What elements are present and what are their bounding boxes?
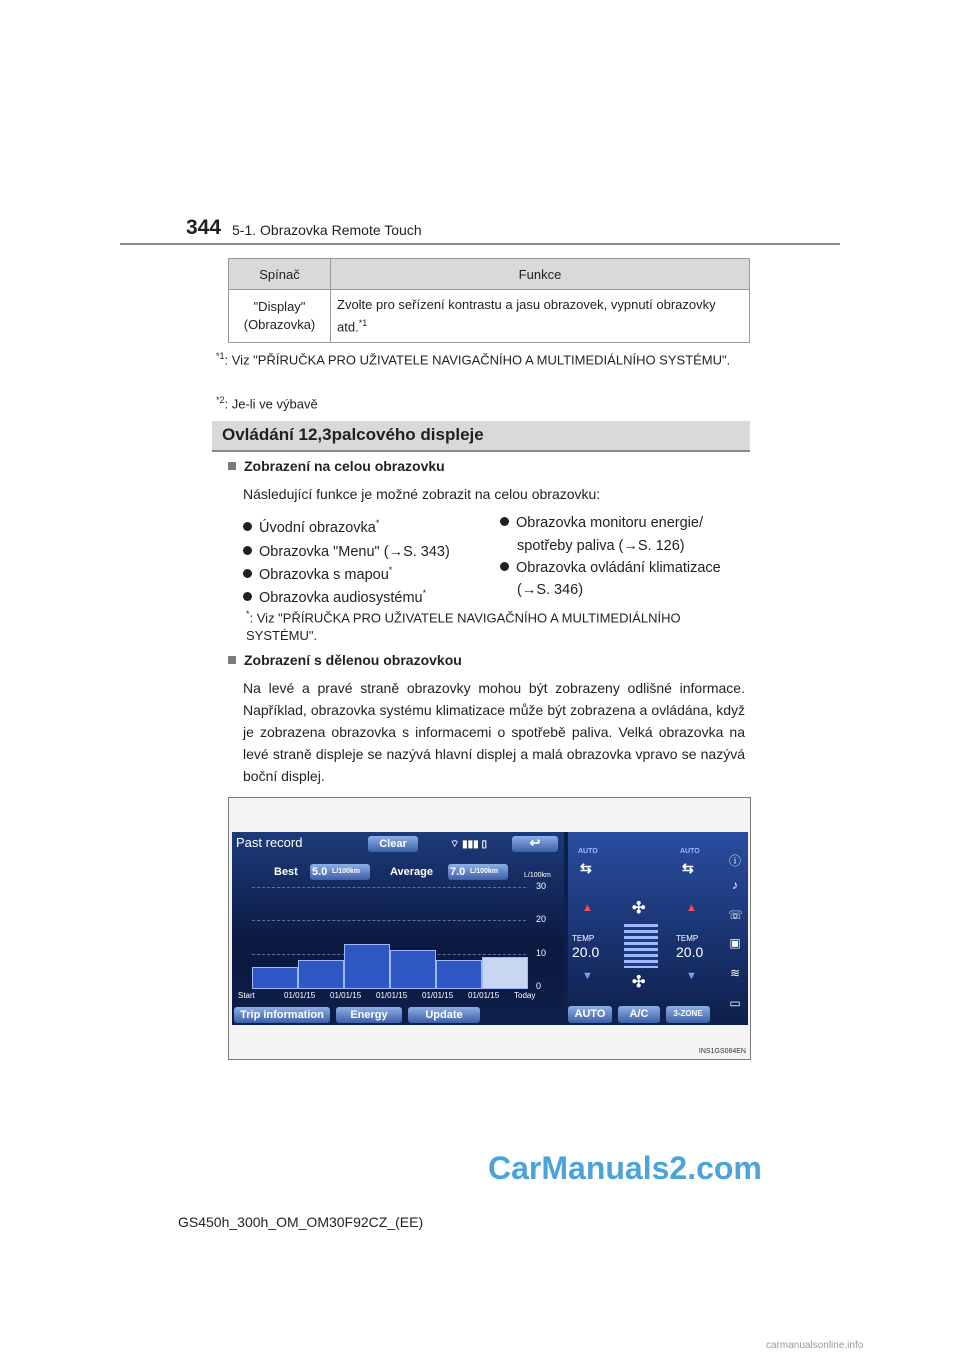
temp-up-right-icon[interactable]: ▲ [686,902,697,914]
temp-right-value: 20.0 [676,944,704,960]
status-icons: ⌔ ▮▮▮ ▯ [450,839,487,850]
image-icon[interactable]: ▣ [729,936,741,950]
bullet-icon [243,569,252,578]
fan-direction-right-icon: ⇆ [682,860,694,876]
subheading-fullscreen [228,458,445,474]
temp-down-right-icon[interactable]: ▼ [686,970,697,982]
table-header-switch: Spínač [229,259,331,290]
tab-label: Energy [350,1009,388,1021]
best-label: Best [274,866,298,878]
list-item [243,513,379,538]
chart-bar [344,944,390,989]
function-text: Zvolte pro seřízení kontrastu a jasu obrazovek, vypnutí obrazovky atd. [337,297,716,335]
x-tick-label: 01/01/15 [422,991,454,1000]
footnote-mark: *1 [358,318,368,328]
subheading-split [228,652,462,668]
fan-icon: ✣ [632,974,646,991]
main-display [232,832,564,1025]
bullet-icon [243,592,252,601]
split-heading: Zobrazení s dělenou obrazovkou [244,652,462,668]
temp-left-label: TEMP [572,934,595,943]
x-tick-label: Start [238,991,255,1000]
section-header-bar [212,421,750,452]
list-item-continuation: (→S. 346) [517,582,584,598]
list-item [500,513,703,533]
bullet-icon [243,522,252,531]
fullscreen-footnote-text: : Viz "PŘÍRUČKA PRO UŽIVATELE NAVIGAČNÍHO A MULTIMEDIÁLNÍHO SYSTÉMU". [246,610,681,644]
bullet-icon [243,546,252,555]
footnote-mark: * [388,565,393,575]
grid-line [252,920,526,921]
footnote-mark: * [422,588,427,598]
fan-speed-slider[interactable] [624,924,658,968]
chart-bar [436,960,482,989]
list-item [500,558,721,578]
screen-illustration [228,797,751,1060]
list-item-continuation: spotřeby paliva (→S. 126) [517,538,685,554]
climate-icon[interactable]: ≋ [729,966,741,980]
back-icon: ↩ [529,835,541,850]
x-tick-label: 01/01/15 [468,991,500,1000]
screen-title: Past record [236,835,303,850]
y-tick-label: 20 [536,914,547,925]
note-1 [216,347,746,369]
fullscreen-footnote [246,605,746,645]
split-paragraph: Na levé a pravé straně obrazovky mohou být zobrazeny odlišné informace. Například, obrazovka systému klimatizace může být zobrazena a ovládána, když je zobrazena obrazovka s informacemi o spotřebě paliva. Velká obrazovka na levé straně displeje se nazývá hlavní displej a malá obrazovka vpravo se nazývá boční displej. [243,680,745,784]
note-2-mark: *2 [216,395,225,405]
section-heading: Ovládání 12,3palcového displeje [222,425,484,444]
list-item-text: Obrazovka s mapou [259,566,389,583]
watermark-logo: CarManuals2.com [488,1150,762,1186]
section-title: 5-1. Obrazovka Remote Touch [232,222,422,238]
info-icon[interactable]: ⓘ [728,854,741,868]
bullet-icon [500,562,509,571]
note-2-text: : Je-li ve výbavě [224,396,318,412]
list-item-text: Úvodní obrazovka [259,519,376,536]
note-1-text: : Viz "PŘÍRUČKA PRO UŽIVATELE NAVIGAČNÍHO A MULTIMEDIÁLNÍHO SYSTÉMU". [224,352,731,368]
temp-up-left-icon[interactable]: ▲ [582,902,593,914]
fan-icon: ✣ [632,900,646,917]
list-item-text: Obrazovka "Menu" (→S. 343) [259,543,450,560]
function-table [228,258,750,343]
y-tick-label: 0 [536,981,542,991]
side-display [568,832,748,1025]
chart-bar [482,957,528,989]
auto-left-label: AUTO [578,848,598,855]
table-row [229,290,750,343]
y-tick-label: 30 [536,881,547,891]
ac-label: A/C [629,1008,649,1020]
fan-direction-left-icon: ⇆ [580,860,592,876]
table-header-function: Funkce [331,259,750,290]
fullscreen-heading: Zobrazení na celou obrazovku [244,458,445,474]
auto-label: AUTO [574,1008,606,1020]
footnote-mark: * [375,518,380,528]
image-code: INS1GS084EN [698,1048,746,1055]
bullet-icon [500,517,509,526]
note-2 [216,391,318,413]
best-value: 5.0 [312,866,328,878]
footer-code: GS450h_300h_OM_OM30F92CZ_(EE) [178,1214,424,1230]
x-tick-label: 01/01/15 [376,991,408,1000]
list-item [243,560,392,585]
temp-down-left-icon[interactable]: ▼ [582,970,593,982]
x-tick-label: 01/01/15 [330,991,362,1000]
axis-unit: L/100km [524,872,551,879]
temp-right-label: TEMP [676,934,699,943]
page-number: 344 [186,216,222,239]
fullscreen-intro: Následující funkce je možné zobrazit na celou obrazovku: [243,486,601,502]
chart-bar [390,950,436,989]
average-unit: L/100km [470,868,499,875]
music-icon[interactable]: ♪ [732,878,738,892]
note-1-mark: *1 [216,351,225,361]
watermark-site: carmanualsonline.info [766,1340,864,1351]
tab-label: Update [425,1009,463,1021]
average-value: 7.0 [450,866,466,878]
header-rule [120,243,840,245]
x-tick-label: Today [514,991,536,1000]
best-unit: L/100km [332,868,361,875]
x-tick-label: 01/01/15 [284,991,316,1000]
temp-left-value: 20.0 [572,944,600,960]
list-item-text: Obrazovka monitoru energie/ [516,515,703,531]
switch-cell: "Display" (Obrazovka) [229,290,331,343]
square-bullet-icon [228,462,236,470]
zone-label: 3-ZONE [673,1009,703,1018]
average-label: Average [390,866,434,878]
tab-label: Trip information [240,1009,324,1021]
chart-bar [252,967,298,989]
clear-label: Clear [379,838,407,850]
list-item [243,537,450,562]
chart-bar [298,960,344,989]
display-screen [232,832,748,1025]
function-cell [331,290,750,343]
list-item-text: Obrazovka ovládání klimatizace [516,560,721,576]
list-item-text: Obrazovka audiosystému [259,589,423,606]
square-bullet-icon [228,656,236,664]
footnote-mark: * [246,609,250,619]
phone-icon[interactable]: ☏ [728,908,744,922]
screen-icon[interactable]: ▭ [729,996,741,1010]
y-tick-label: 10 [536,947,547,958]
auto-right-label: AUTO [680,848,700,855]
grid-line [252,887,526,888]
